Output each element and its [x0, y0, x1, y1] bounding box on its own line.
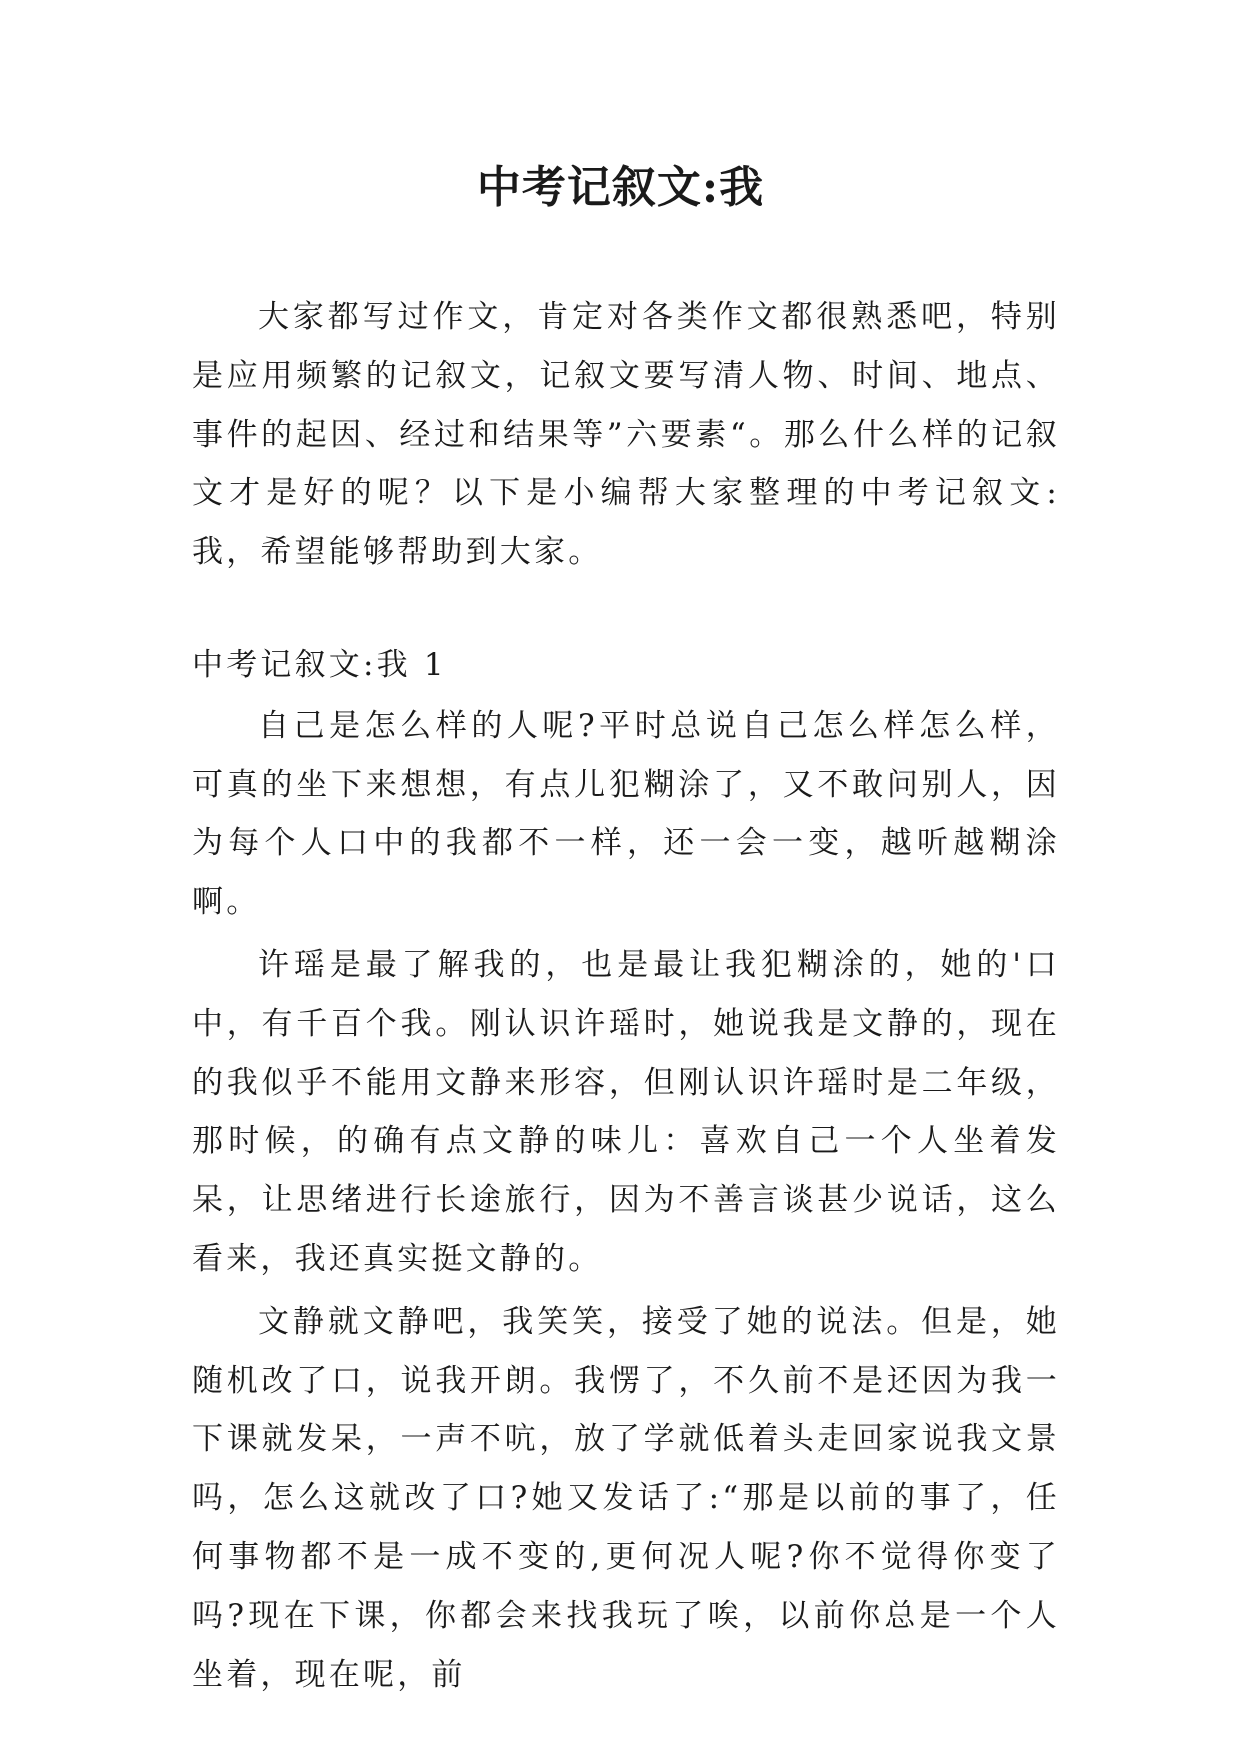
body-paragraph-3: 文静就文静吧，我笑笑，接受了她的说法。但是，她随机改了口，说我开朗。我愣了，不久前不是还因为我一下课就发呆，一声不吭，放了学就低着头走回家说我文景吗，怎么这就改了口?她又发话了:“那是以前的事了，任何事物都不是一成不变的,更何况人呢?你不觉得你变了吗?现在下课，你都会来找我玩了唉，以前你总是一个人坐着，现在呢，前: [192, 1303, 1060, 1693]
intro-paragraph: 大家都写过作文，肯定对各类作文都很熟悉吧，特别是应用频繁的记叙文，记叙文要写清人物、时间、地点、事件的起因、经过和结果等”六要素“。那么什么样的记叙文才是好的呢？以下是小编帮大家整理的中考记叙文:我，希望能够帮助到大家。: [192, 299, 1060, 571]
body-paragraph-2: 许瑶是最了解我的，也是最让我犯糊涂的，她的'口中，有千百个我。刚认识许瑶时，她说我是文静的，现在的我似乎不能用文静来形容，但刚认识许瑶时是二年级，那时候，的确有点文静的味儿：喜欢自己一个人坐着发呆，让思绪进行长途旅行，因为不善言谈甚少说话，这么看来，我还真实挺文静的。: [192, 946, 1060, 1277]
document-body: [192, 288, 1060, 1704]
section-heading: 中考记叙文:我 1: [192, 646, 447, 683]
document-title: 中考记叙文:我: [476, 162, 765, 213]
body-paragraph-1: 自己是怎么样的人呢?平时总说自己怎么样怎么样，可真的坐下来想想，有点儿犯糊涂了，又不敢问别人，因为每个人口中的我都不一样，还一会一变，越听越糊涂啊。: [192, 707, 1060, 921]
